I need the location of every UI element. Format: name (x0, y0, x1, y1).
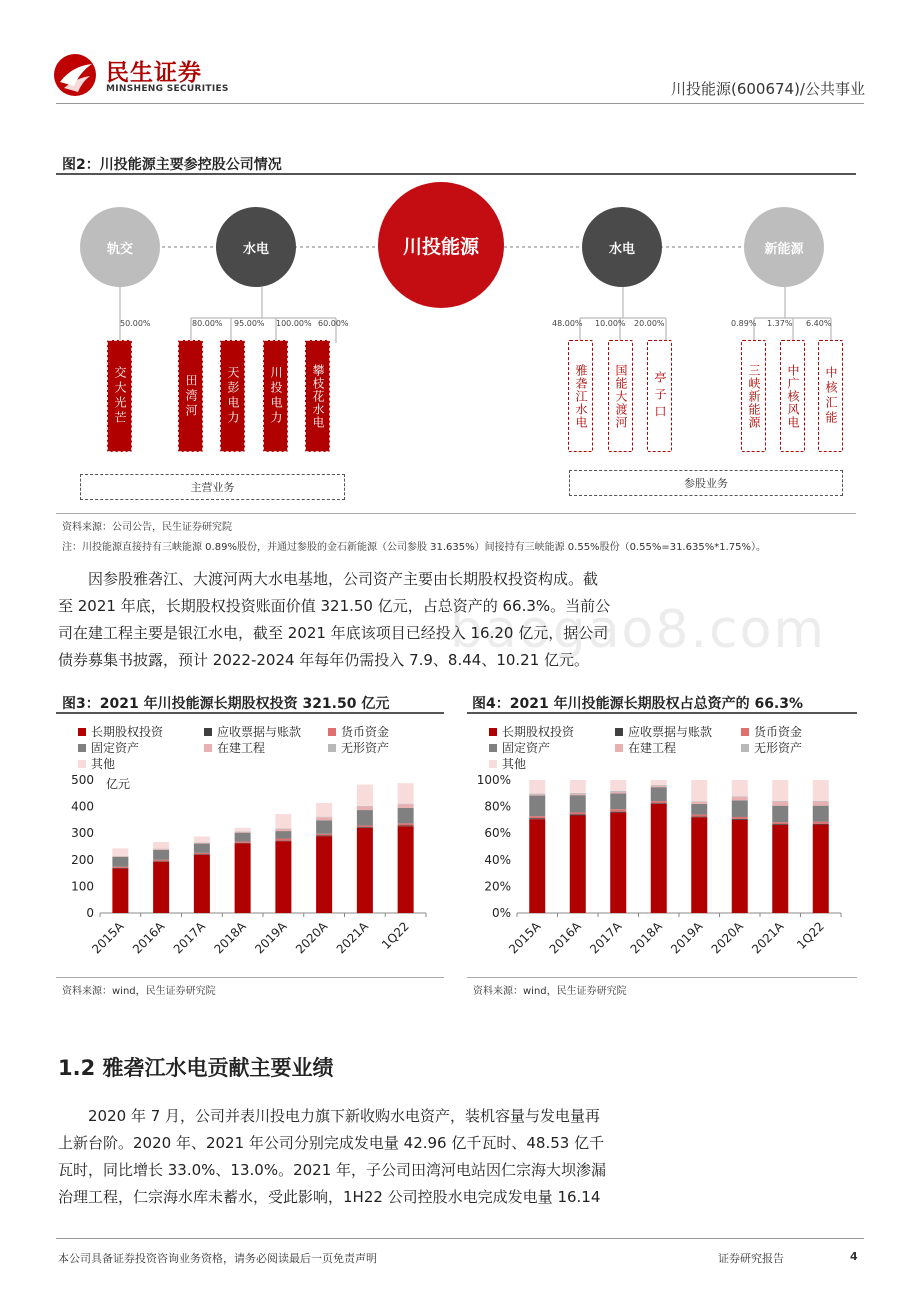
f4-legend-5-swatch (615, 744, 623, 752)
figure2-note: 注：川投能源直接持有三峡能源 0.89%股份，并通过参股的金石新能源（公司参股 31.635%）间接持有三峡能源 0.55%股份（0.55%=31.635%*1.75%）。 (62, 542, 766, 553)
company-tingzikou (647, 340, 672, 452)
bar-segment (813, 824, 829, 825)
para1-line2: 至 2021 年底，长期股权投资账面价值 321.50 亿元，占总资产的 66.3%。当前公 (58, 597, 611, 615)
x-tick-label: 2016A (546, 919, 584, 957)
bar-segment (112, 856, 128, 857)
bar-segment (772, 822, 788, 824)
bar-segment (153, 850, 169, 860)
x-tick-label: 2017A (587, 919, 625, 957)
f3-legend-6-label: 无形资产 (341, 741, 390, 755)
footer-disclaimer: 本公司具备证券投资咨询业务资格，请务必阅读最后一页免责声明 (58, 1252, 377, 1265)
company-tingzikou-label: 亭子口 (653, 370, 667, 422)
bar-segment (691, 802, 707, 804)
bar-segment (194, 843, 210, 844)
f4-legend-6-swatch (741, 744, 749, 752)
f3-legend-7-label: 其他 (91, 757, 116, 771)
chart4-svg (467, 770, 857, 970)
logo-mark-icon (52, 52, 98, 98)
f4-legend-4-swatch (489, 744, 497, 752)
bar-segment (732, 796, 748, 797)
f3-legend-6 (328, 739, 389, 756)
x-tick-label: 1Q22 (794, 919, 827, 953)
company-panzhihua (305, 340, 330, 452)
x-tick-label: 2019A (668, 919, 706, 957)
logo-cn: 民生证券 (106, 60, 202, 86)
bar-segment (153, 861, 169, 862)
f3-legend-6-swatch (328, 744, 336, 752)
f4-legend-6-label: 无形资产 (754, 741, 803, 755)
bar-segment (691, 817, 707, 913)
company-panzhihua-label: 攀枝花水电 (311, 363, 325, 429)
bar-segment (610, 780, 626, 791)
pct-stake-6: 6.40% (806, 319, 832, 328)
pct-stake-2: 10.00% (595, 319, 626, 328)
f4-legend-2 (615, 723, 712, 740)
para1 (58, 566, 868, 674)
pct-main-4: 100.00% (276, 319, 312, 328)
y-tick-label: 500 (71, 773, 94, 787)
bar-segment (529, 818, 545, 819)
bar-segment (194, 853, 210, 855)
bar-segment (275, 841, 291, 842)
bar-segment (316, 834, 332, 836)
x-tick-label: 2016A (129, 919, 168, 957)
bar-segment (194, 854, 210, 855)
node-rail: 轨交 (80, 207, 160, 287)
figure4-source: 资料来源：wind，民生证券研究院 (473, 986, 627, 997)
bar-segment (398, 823, 414, 825)
bar-segment (153, 860, 169, 861)
bar-segment (398, 804, 414, 805)
bar-segment (651, 803, 667, 804)
bar-segment (235, 832, 251, 833)
f3-legend-5-label: 在建工程 (217, 741, 266, 755)
f3-legend-1-swatch (78, 728, 86, 736)
bar-segment (772, 825, 788, 913)
bar-segment (651, 786, 667, 787)
f4-legend-1 (489, 723, 574, 740)
bar-segment (112, 869, 128, 913)
x-tick-label: 2015A (89, 919, 127, 957)
f3-legend-1-label: 长期股权投资 (91, 725, 164, 739)
bar-segment (398, 826, 414, 913)
bar-segment (194, 842, 210, 843)
bar-segment (772, 780, 788, 801)
f4-legend-3-label: 货币资金 (754, 725, 803, 739)
bar-segment (357, 810, 373, 825)
f4-legend-1-swatch (489, 728, 497, 736)
bar-segment (275, 829, 291, 831)
f3-legend-5-swatch (204, 744, 212, 752)
bar-segment (651, 785, 667, 786)
figure3-rule-top (56, 712, 444, 714)
node-new-energy: 新能源 (744, 207, 824, 287)
y-tick-label: 0% (491, 906, 511, 920)
f4-legend-2-swatch (615, 728, 623, 736)
company-tianwanhe-label: 田湾河 (184, 373, 198, 419)
bar-segment (732, 797, 748, 800)
figure4-legend (467, 716, 857, 778)
bar-segment (570, 812, 586, 814)
f3-legend-4-swatch (78, 744, 86, 752)
pct-main-3: 95.00% (234, 319, 265, 328)
x-tick-label: 2020A (292, 919, 331, 957)
company-dadu-river-label: 国能大渡河 (614, 363, 628, 429)
bar-segment (357, 828, 373, 913)
footer-page-number: 4 (850, 1250, 858, 1263)
x-tick-label: 2018A (627, 919, 665, 957)
f4-legend-3-swatch (741, 728, 749, 736)
bar-segment (112, 867, 128, 868)
stake-business-label: 参股业务 (684, 477, 728, 490)
bar-segment (610, 793, 626, 809)
bar-segment (732, 820, 748, 913)
company-cnnc-huineng (818, 340, 843, 452)
bar-segment (275, 841, 291, 913)
pct-stake-5: 1.37% (767, 319, 793, 328)
bar-segment (529, 780, 545, 794)
y-tick-label: 0 (86, 906, 94, 920)
f4-legend-7-swatch (489, 760, 497, 768)
bar-segment (772, 824, 788, 825)
pct-main-1: 50.00% (120, 319, 151, 328)
company-three-gorges-label: 三峡新能源 (747, 363, 761, 429)
bar-segment (112, 856, 128, 857)
bar-segment (235, 843, 251, 913)
bar-segment (275, 831, 291, 838)
y-tick-label: 200 (71, 852, 94, 867)
bar-segment (194, 836, 210, 842)
bar-segment (610, 812, 626, 813)
bar-segment (357, 827, 373, 828)
figure3-source: 资料来源：wind，民生证券研究院 (62, 986, 216, 997)
bar-segment (691, 815, 707, 817)
x-tick-label: 2017A (170, 919, 208, 957)
bar-segment (357, 806, 373, 807)
y-tick-label: 20% (484, 879, 511, 894)
y-tick-label: 100% (476, 773, 511, 787)
x-tick-label: 1Q22 (378, 919, 412, 953)
figure2-rule-bottom (56, 513, 856, 514)
f3-legend-2-label: 应收票据与账款 (217, 725, 302, 739)
bar-segment (398, 825, 414, 826)
f4-legend-7-label: 其他 (502, 757, 527, 771)
bar-segment (357, 785, 373, 806)
bar-segment (235, 833, 251, 842)
para1-line1: 因参股雅砻江、大渡河两大水电基地，公司资产主要由长期股权投资构成。截 (88, 570, 599, 588)
f3-legend-2 (204, 723, 301, 740)
company-yalongjiang (568, 340, 593, 452)
f4-legend-2-label: 应收票据与账款 (628, 725, 713, 739)
bar-segment (153, 849, 169, 850)
node-hydro-left: 水电 (216, 207, 296, 287)
bar-segment (772, 802, 788, 806)
x-tick-label: 2020A (708, 919, 746, 957)
stake-business-box (569, 470, 843, 496)
bar-segment (732, 780, 748, 796)
bar-segment (813, 801, 829, 802)
bar-segment (194, 855, 210, 913)
pct-stake-1: 48.00% (552, 319, 583, 328)
x-tick-label: 2019A (252, 919, 290, 957)
bar-segment (153, 849, 169, 850)
bar-segment (732, 817, 748, 819)
footer-report-type: 证券研究报告 (718, 1252, 784, 1265)
bar-segment (529, 794, 545, 795)
bar-segment (570, 814, 586, 815)
figure3-rule-bottom (56, 977, 444, 978)
bar-segment (732, 800, 748, 817)
bar-segment (112, 868, 128, 869)
para1-line4: 债券募集书披露，预计 2022-2024 年每年仍需投入 7.9、8.44、10.21 亿元。 (58, 651, 590, 669)
bar-segment (357, 825, 373, 827)
x-tick-label: 2021A (749, 919, 787, 957)
f4-legend-4-label: 固定资产 (502, 741, 551, 755)
bar-segment (316, 836, 332, 913)
x-tick-label: 2021A (333, 919, 371, 957)
bar-segment (275, 814, 291, 828)
pct-main-5: 60.00% (318, 319, 349, 328)
f4-legend-3 (741, 723, 802, 740)
bar-segment (316, 835, 332, 836)
bar-segment (275, 828, 291, 829)
bar-segment (235, 831, 251, 832)
bar-segment (813, 780, 829, 801)
figure4-rule-bottom (467, 977, 857, 978)
section-para-line1: 2020 年 7 月，公司并表川投电力旗下新收购水电资产，装机容量与发电量再 (88, 1107, 601, 1125)
f4-legend-5 (615, 739, 676, 756)
bar-segment (316, 817, 332, 818)
y-tick-label: 60% (484, 826, 511, 841)
logo-en: MINSHENG SECURITIES (106, 84, 229, 94)
bar-segment (194, 844, 210, 853)
bar-segment (112, 848, 128, 855)
section-para-line2: 上新台阶。2020 年、2021 年公司分别完成发电量 42.96 亿千瓦时、48.53 亿千 (58, 1134, 605, 1152)
company-dadu-river (608, 340, 633, 452)
bar-segment (610, 809, 626, 811)
figure2-source: 资料来源：公司公告，民生证券研究院 (62, 522, 232, 533)
bar-segment (398, 783, 414, 803)
section-para (58, 1103, 868, 1211)
bar-segment (316, 817, 332, 820)
header-logo (52, 50, 232, 100)
company-chuantou-power-label: 川投电力 (269, 366, 283, 426)
bar-segment (732, 819, 748, 820)
pct-stake-4: 0.89% (731, 319, 757, 328)
pct-stake-3: 20.00% (634, 319, 665, 328)
f3-legend-3 (328, 723, 389, 740)
bar-segment (235, 828, 251, 831)
main-business-label: 主营业务 (190, 481, 235, 494)
bar-segment (275, 839, 291, 841)
company-jiaoda (107, 340, 132, 452)
company-cgn-wind-label: 中广核风电 (786, 363, 800, 429)
section-para-line3: 瓦时，同比增长 33.0%、13.0%。2021 年，子公司田湾河电站因仁宗海大坝渗漏 (58, 1161, 607, 1179)
company-cgn-wind (780, 340, 805, 452)
f4-legend-4 (489, 739, 550, 756)
bar-segment (235, 841, 251, 842)
y-tick-label: 100 (71, 879, 94, 894)
bar-segment (813, 806, 829, 822)
bar-segment (651, 801, 667, 803)
bar-segment (691, 817, 707, 818)
bar-segment (651, 780, 667, 785)
node-hydro-right: 水电 (582, 207, 662, 287)
bar-segment (529, 795, 545, 796)
bar-segment (153, 862, 169, 913)
x-tick-label: 2018A (211, 919, 249, 957)
x-tick-label: 2015A (506, 919, 544, 957)
para1-line3: 司在建工程主要是银江水电，截至 2021 年底该项目已经投入 16.20 亿元，据公司 (58, 624, 609, 642)
company-tianwanhe (178, 340, 203, 452)
y-tick-label: 400 (71, 799, 94, 814)
bar-segment (813, 802, 829, 806)
bar-segment (610, 791, 626, 792)
bar-segment (570, 795, 586, 812)
node-center-company: 川投能源 (378, 182, 504, 308)
footer-divider (56, 1238, 864, 1239)
f3-legend-2-swatch (204, 728, 212, 736)
bar-segment (398, 808, 414, 823)
section-para-line4: 治理工程，仁宗海水库未蓄水，受此影响，1H22 公司控股水电完成发电量 16.14 (58, 1188, 601, 1206)
figure2-title: 图2：川投能源主要参控股公司情况 (62, 157, 282, 173)
bar-segment (153, 842, 169, 849)
y-tick-label: 40% (484, 852, 511, 867)
company-three-gorges (741, 340, 766, 452)
f4-legend-6 (741, 739, 802, 756)
bar-segment (529, 819, 545, 913)
bar-segment (570, 794, 586, 795)
bar-segment (651, 804, 667, 913)
f4-legend-5-label: 在建工程 (628, 741, 677, 755)
bar-segment (112, 857, 128, 867)
watermark: baogao8.com (450, 600, 827, 660)
bar-segment (610, 792, 626, 793)
company-tianpeng-label: 天彭电力 (226, 366, 240, 426)
f3-legend-5 (204, 739, 265, 756)
bar-segment (570, 793, 586, 794)
company-jiaoda-label: 交大光芒 (113, 366, 127, 426)
bar-segment (398, 804, 414, 808)
f3-legend-3-swatch (328, 728, 336, 736)
figure3-title: 图3：2021 年川投能源长期股权投资 321.50 亿元 (62, 696, 390, 712)
bar-segment (529, 796, 545, 817)
bar-segment (235, 843, 251, 844)
bar-segment (570, 816, 586, 913)
bar-segment (357, 806, 373, 810)
f4-legend-1-label: 长期股权投资 (502, 725, 575, 739)
figure3-legend (56, 716, 444, 778)
company-tianpeng (220, 340, 245, 452)
bar-segment (316, 820, 332, 833)
company-yalongjiang-label: 雅砻江水电 (574, 363, 588, 429)
bar-segment (772, 806, 788, 823)
bar-segment (691, 801, 707, 802)
header-company: 川投能源(600674)/公共事业 (670, 80, 865, 98)
bar-segment (651, 787, 667, 801)
bar-segment (772, 801, 788, 802)
figure4-rule-top (467, 712, 857, 714)
f3-legend-7-swatch (78, 760, 86, 768)
bar-segment (529, 816, 545, 818)
bar-segment (691, 804, 707, 815)
main-business-box (80, 474, 345, 500)
f3-legend-4 (78, 739, 139, 756)
bar-segment (813, 822, 829, 824)
bar-segment (691, 780, 707, 801)
bar-segment (813, 825, 829, 913)
pct-main-2: 80.00% (192, 319, 223, 328)
chart3-svg (56, 770, 444, 970)
y-tick-label: 80% (484, 799, 511, 814)
f3-legend-4-label: 固定资产 (91, 741, 140, 755)
f3-legend-3-label: 货币资金 (341, 725, 390, 739)
company-cnnc-huineng-label: 中核汇能 (824, 366, 838, 426)
y-axis-label: 亿元 (106, 777, 131, 791)
bar-segment (570, 780, 586, 793)
f3-legend-1 (78, 723, 163, 740)
y-tick-label: 300 (71, 826, 94, 841)
company-chuantou-power (263, 340, 288, 452)
header-divider (56, 103, 864, 104)
bar-segment (316, 803, 332, 817)
figure4-title: 图4：2021 年川投能源长期股权占总资产的 66.3% (472, 696, 804, 712)
bar-segment (610, 813, 626, 913)
section-title: 1.2 雅砻江水电贡献主要业绩 (58, 1056, 334, 1080)
